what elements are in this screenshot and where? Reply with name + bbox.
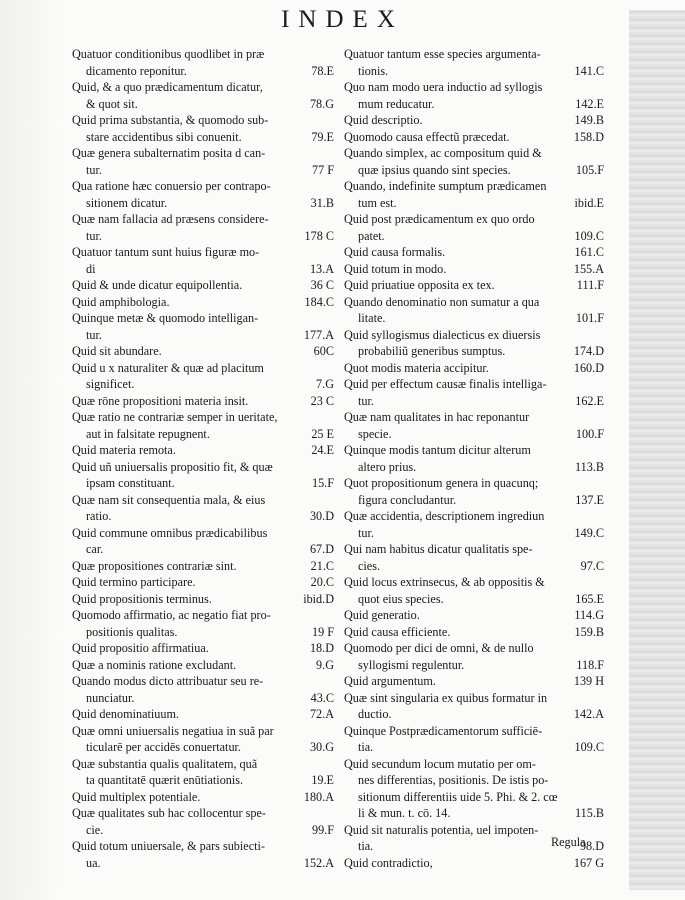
index-entry-text: dicamento reponitur. xyxy=(86,63,187,78)
index-entry-text: cie. xyxy=(86,822,104,837)
index-entry xyxy=(344,360,604,377)
index-entry-text: car. xyxy=(86,542,104,556)
index-entry-page-ref: 79.E xyxy=(308,129,334,146)
index-entry-page-ref: 43.C xyxy=(308,690,334,707)
index-entry-page-ref: 72.A xyxy=(307,706,334,723)
index-entry-text: Quid argumentum. xyxy=(344,674,436,688)
index-entry xyxy=(344,574,604,607)
index-entry-page-ref: 115.B xyxy=(572,805,604,822)
index-entry-text: Quid, & a quo prædicamentum dicatur, xyxy=(72,80,263,94)
index-entry xyxy=(344,409,604,442)
index-entry xyxy=(72,706,334,723)
index-entry xyxy=(344,244,604,261)
index-entry xyxy=(344,178,604,211)
index-entry-text: Quinque metæ & quomodo intelligan- xyxy=(72,311,259,325)
index-entry-text: tur. xyxy=(86,228,102,243)
index-entry-page-ref: 78.E xyxy=(308,63,334,80)
index-entry xyxy=(344,145,604,178)
index-column-right xyxy=(344,46,604,871)
page-header: INDEX xyxy=(281,6,404,33)
index-entry-text: tia. xyxy=(358,740,374,754)
index-entry xyxy=(344,79,604,112)
index-entry xyxy=(72,558,334,575)
index-entry-page-ref: 178 C xyxy=(302,228,334,245)
index-entry-text: positionis qualitas. xyxy=(86,624,178,639)
index-entry xyxy=(344,211,604,244)
index-entry-text: stare accidentibus sibi conuenit. xyxy=(86,129,242,144)
index-entry xyxy=(344,129,604,146)
index-entry-page-ref: 78.G xyxy=(307,96,334,113)
index-entry-text: tionis. xyxy=(358,63,389,78)
index-entry xyxy=(344,327,604,360)
index-entry-page-ref: 158.D xyxy=(571,129,604,146)
index-entry-page-ref: 139 H xyxy=(571,673,604,690)
index-entry-text: Quatuor conditionibus quodlibet in præ xyxy=(72,47,265,61)
index-entry xyxy=(72,79,334,112)
index-entry xyxy=(344,756,604,822)
index-entry-page-ref: 180.A xyxy=(301,789,334,806)
index-entry-text: Quid locus extrinsecus, & ab oppositis & xyxy=(344,575,545,589)
index-entry xyxy=(72,360,334,393)
index-entry-page-ref: ibid.D xyxy=(300,591,334,608)
index-entry-text: di xyxy=(86,261,96,276)
index-entry-text: Quatuor tantum sunt huius figuræ mo- xyxy=(72,245,260,259)
index-entry-text: altero prius. xyxy=(358,459,417,474)
index-column-left xyxy=(72,46,334,871)
index-entry xyxy=(344,607,604,624)
index-entry xyxy=(72,657,334,674)
index-entry xyxy=(344,640,604,673)
index-entry-text: Quid denominatiuum. xyxy=(72,707,179,721)
index-entry-text: Quot propositionum genera in quacunq; xyxy=(344,476,539,490)
index-entry-text: tum est. xyxy=(358,195,397,210)
index-entry-text: Quid propositio affirmatiua. xyxy=(72,641,209,655)
index-entry-page-ref: 67.D xyxy=(307,541,334,558)
index-entry-text: probabiliũ generibus sumptus. xyxy=(358,344,506,358)
index-entry xyxy=(72,607,334,640)
index-entry-page-ref: 101.F xyxy=(573,310,604,327)
index-entry-text: Quando simplex, ac compositum quid & xyxy=(344,146,542,160)
index-entry-text: Quando denominatio non sumatur a qua xyxy=(344,294,540,309)
index-entry-text: Quid totum in modo. xyxy=(344,261,447,276)
index-entry-page-ref: 99.F xyxy=(309,822,334,839)
index-entry-text: Quo nam modo uera inductio ad syllogis xyxy=(344,80,543,94)
index-entry-text: quæ ipsius quando sint species. xyxy=(358,162,511,177)
index-entry-page-ref: ibid.E xyxy=(572,195,604,212)
index-entry-text: mum reducatur. xyxy=(358,96,435,111)
index-entry xyxy=(344,508,604,541)
index-entry-text: Quæ qualitates sub hac collocentur spe- xyxy=(72,806,266,820)
index-entry-text: aut in falsitate repugnent. xyxy=(86,426,210,441)
index-entry-text: tur. xyxy=(358,525,374,540)
index-entry-text: Quid multiplex potentiale. xyxy=(72,789,201,804)
index-entry-page-ref: 137.E xyxy=(572,492,604,509)
index-entry-text: Quid prima substantia, & quomodo sub- xyxy=(72,113,269,127)
index-entry xyxy=(72,673,334,706)
page-edge-strip xyxy=(629,10,685,890)
index-entry-text: Quid causa formalis. xyxy=(344,245,446,259)
index-entry-text: sitionum differentiis uide 5. Phi. & 2. cœ xyxy=(358,789,558,804)
index-entry-page-ref: 118.F xyxy=(573,657,604,674)
index-entry xyxy=(72,310,334,343)
index-entry-text: Qua ratione hæc conuersio per contrapo- xyxy=(72,179,271,193)
index-entry-text: Quinque modis tantum dicitur alterum xyxy=(344,443,531,457)
index-entry-text: Quæ nam fallacia ad præsens considere- xyxy=(72,212,269,226)
index-entry-text: sitionem dicatur. xyxy=(86,195,168,210)
index-entry-text: ductio. xyxy=(358,707,392,721)
index-entry xyxy=(344,673,604,690)
index-entry-page-ref: 30.G xyxy=(307,739,334,756)
index-entry-text: Quid generatio. xyxy=(344,608,420,622)
index-entry-text: Quid commune omnibus prædicabilibus xyxy=(72,525,268,540)
index-entry-text: Quid termino participare. xyxy=(72,575,196,589)
index-entry-page-ref: 109.C xyxy=(572,739,604,756)
index-entry-page-ref: 105.F xyxy=(573,162,604,179)
index-entry-text: litate. xyxy=(358,311,386,325)
index-entry xyxy=(72,211,334,244)
index-entry xyxy=(72,574,334,591)
index-entry-text: li & mun. t. cō. 14. xyxy=(358,806,451,820)
index-entry-text: quot eius species. xyxy=(358,591,444,606)
index-entry-text: nunciatur. xyxy=(86,690,135,705)
index-entry-text: ua. xyxy=(86,855,101,870)
index-entry xyxy=(72,459,334,492)
index-entry-page-ref: 111.F xyxy=(574,277,604,294)
index-entry-page-ref: 114.G xyxy=(571,607,604,624)
index-entry-text: Quid materia remota. xyxy=(72,443,176,457)
index-entry-text: Quid priuatiue opposita ex tex. xyxy=(344,278,495,292)
index-entry-text: Quæ nam sit consequentia mala, & eius xyxy=(72,492,266,507)
index-entry xyxy=(72,492,334,525)
index-entry xyxy=(72,393,334,410)
index-entry-page-ref: 36 C xyxy=(308,277,334,294)
index-entry-page-ref: 77 F xyxy=(309,162,334,179)
index-entry-text: Quatuor tantum esse species argumenta- xyxy=(344,47,541,61)
index-entry xyxy=(72,244,334,277)
index-entry xyxy=(344,690,604,723)
index-entry-text: Quando modus dicto attribuatur seu re- xyxy=(72,674,264,688)
index-entry-page-ref: 155.A xyxy=(571,261,604,278)
index-entry-text: & quot sit. xyxy=(86,96,138,111)
index-entry-page-ref: 174.D xyxy=(571,343,604,360)
index-entry-page-ref: 20.C xyxy=(308,574,334,591)
index-entry-page-ref: 13.A xyxy=(307,261,334,278)
index-entry-text: Quæ ratio ne contrariæ semper in ueritate, xyxy=(72,410,278,424)
index-entry xyxy=(72,277,334,294)
index-entry xyxy=(72,805,334,838)
index-entry-text: patet. xyxy=(358,228,385,243)
index-entry-text: figura concludantur. xyxy=(358,492,457,507)
index-entry-text: Quæ a nominis ratione excludant. xyxy=(72,657,237,672)
index-entry xyxy=(344,541,604,574)
index-entry-text: Quæ nam qualitates in hac reponantur xyxy=(344,410,530,424)
index-entry xyxy=(72,46,334,79)
index-entry xyxy=(344,46,604,79)
index-entry-page-ref: 97.C xyxy=(578,558,604,575)
index-entry-text: Quid amphibologia. xyxy=(72,294,170,309)
index-entry-page-ref: 23 C xyxy=(308,393,334,410)
index-entry-text: Quot modis materia accipitur. xyxy=(344,360,489,375)
page-gutter-shadow xyxy=(0,0,60,900)
index-entry-text: Qui nam habitus dicatur qualitatis spe- xyxy=(344,542,533,556)
index-entry-page-ref: 152.A xyxy=(301,855,334,872)
index-entry-page-ref: 19.E xyxy=(308,772,334,789)
index-entry-text: syllogismi regulentur. xyxy=(358,657,465,672)
index-entry-page-ref: 31.B xyxy=(308,195,334,212)
index-entry-text: Quæ rōne propositioni materia insit. xyxy=(72,393,249,408)
index-entry-text: Quid secundum locum mutatio per om- xyxy=(344,756,536,771)
index-entry-page-ref: 149.B xyxy=(572,112,604,129)
index-entry-page-ref: 109.C xyxy=(572,228,604,245)
index-entry xyxy=(344,475,604,508)
index-entry-text: Quid sit abundare. xyxy=(72,344,162,358)
index-entry-text: Quid totum uniuersale, & pars subiecti- xyxy=(72,839,265,853)
index-entry-page-ref: 142.A xyxy=(571,706,604,723)
index-entry xyxy=(344,442,604,475)
index-entry xyxy=(344,112,604,129)
index-entry-text: significet. xyxy=(86,377,135,391)
index-entry xyxy=(72,178,334,211)
index-entry xyxy=(72,591,334,608)
index-entry-page-ref: 149.C xyxy=(572,525,604,542)
index-entry-page-ref: 25 E xyxy=(308,426,334,443)
index-entry xyxy=(344,624,604,641)
index-entry-page-ref: 100.F xyxy=(573,426,604,443)
index-entry-page-ref: 7.G xyxy=(313,376,334,393)
index-entry-page-ref: 21.C xyxy=(308,558,334,575)
index-entry-text: ipsam constituant. xyxy=(86,476,175,490)
index-entry-text: tur. xyxy=(86,327,102,342)
index-entry-text: ratio. xyxy=(86,509,112,523)
index-entry-text: Quando, indefinite sumptum prædicamen xyxy=(344,179,547,193)
index-entry-page-ref: 162.E xyxy=(572,393,604,410)
index-entry-text: Quomodo causa effectũ præcedat. xyxy=(344,129,510,144)
index-entry-text: Quinque Postprædicamentorum sufficiē- xyxy=(344,723,543,738)
index-entry xyxy=(344,855,604,872)
index-entry-text: Quid propositionis terminus. xyxy=(72,591,212,606)
index-entry xyxy=(344,261,604,278)
index-entry-page-ref: 15.F xyxy=(309,475,334,492)
index-entry-text: Quid syllogismus dialecticus ex diuersis xyxy=(344,327,541,342)
index-entry-text: ticularē per accidēs conuertatur. xyxy=(86,740,241,754)
index-entry-text: Quid per effectum causæ finalis intelliga- xyxy=(344,377,547,391)
index-entry-page-ref: 142.E xyxy=(572,96,604,113)
index-entry-text: Quæ sint singularia ex quibus formatur in xyxy=(344,690,548,705)
index-entry-page-ref: 18.D xyxy=(307,640,334,657)
index-entry-text: Quomodo affirmatio, ac negatio fiat pro- xyxy=(72,608,271,622)
catchword: Regula xyxy=(551,835,586,849)
index-entry-page-ref: 160.D xyxy=(571,360,604,377)
index-entry-text: nes differentias, positionis. De istis po- xyxy=(358,773,549,787)
index-entry-page-ref: 30.D xyxy=(307,508,334,525)
index-entry-text: ta quantitatē quærit enūtiationis. xyxy=(86,773,244,787)
index-entry-text: Quid post prædicamentum ex quo ordo xyxy=(344,212,535,226)
index-entry-text: Quid u x naturaliter & quæ ad placitum xyxy=(72,360,264,375)
index-entry-text: Quomodo per dici de omni, & de nullo xyxy=(344,641,534,655)
index-entry xyxy=(72,112,334,145)
index-entry-text: Quid causa efficiente. xyxy=(344,624,451,639)
index-entry xyxy=(72,409,334,442)
index-entry-page-ref: 159.B xyxy=(572,624,604,641)
index-entry xyxy=(72,294,334,311)
index-entry-text: Quæ accidentia, descriptionem ingrediun xyxy=(344,509,545,523)
index-entry-text: Quid contradictio, xyxy=(344,855,433,870)
index-entry-text: Quæ genera subalternatim posita d can- xyxy=(72,146,266,160)
index-entry xyxy=(72,838,334,871)
index-entry xyxy=(72,525,334,558)
index-entry-text: Quæ substantia qualis qualitatem, quã xyxy=(72,756,258,771)
index-entry-text: cies. xyxy=(358,558,380,573)
index-entry-page-ref: 60C xyxy=(311,343,334,360)
index-entry-page-ref: 24.E xyxy=(308,442,334,459)
index-entry xyxy=(72,343,334,360)
index-entry-page-ref: 19 F xyxy=(309,624,334,641)
index-entry xyxy=(72,640,334,657)
index-entry xyxy=(72,756,334,789)
index-entry-page-ref: 161.C xyxy=(572,244,604,261)
index-entry xyxy=(344,294,604,327)
index-entry xyxy=(344,277,604,294)
index-entry xyxy=(72,789,334,806)
index-entry-page-ref: 141.C xyxy=(572,63,604,80)
index-entry-text: Quid sit naturalis potentia, uel impoten- xyxy=(344,822,539,837)
index-entry-text: Quid descriptio. xyxy=(344,113,423,127)
index-entry-text: Quid & unde dicatur equipollentia. xyxy=(72,278,243,292)
index-entry-text: specie. xyxy=(358,426,392,441)
index-entry-text: Quæ omni uniuersalis negatiua in suã par xyxy=(72,723,274,738)
index-entry-text: tur. xyxy=(358,393,374,408)
index-entry-page-ref: 9.G xyxy=(313,657,334,674)
index-entry-text: Quid uñ uniuersalis propositio fit, & quæ xyxy=(72,459,273,474)
index-entry-page-ref: 184.C xyxy=(302,294,334,311)
index-entry-text: tur. xyxy=(86,162,102,177)
index-entry xyxy=(344,723,604,756)
index-entry-page-ref: 98.D xyxy=(577,838,604,855)
index-entry-page-ref: 167 G xyxy=(571,855,604,872)
index-entry xyxy=(72,442,334,459)
index-entry-page-ref: 113.B xyxy=(572,459,604,476)
index-entry xyxy=(344,376,604,409)
index-entry xyxy=(72,145,334,178)
index-entry-page-ref: 165.E xyxy=(572,591,604,608)
index-entry-page-ref: 177.A xyxy=(301,327,334,344)
index-entry xyxy=(72,723,334,756)
index-entry-text: Quæ propositiones contrariæ sint. xyxy=(72,558,237,573)
index-entry-text: tia. xyxy=(358,839,374,853)
